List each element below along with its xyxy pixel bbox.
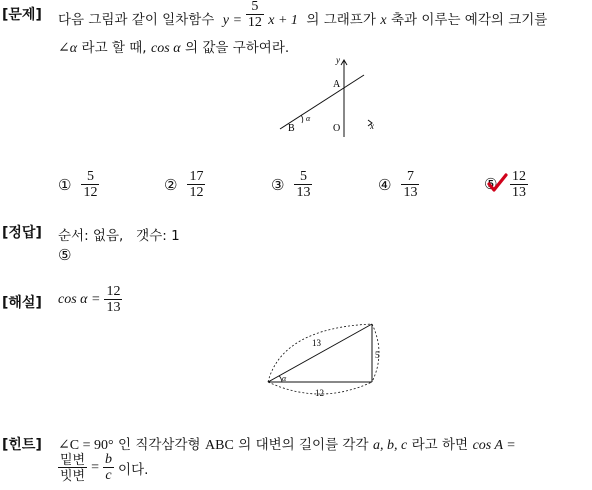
hint-text-d: 의 대변의 길이를 각각 [238, 437, 369, 453]
graph-point-a: A [333, 79, 341, 90]
choice-4-fraction [401, 169, 419, 200]
hint-angle: ∠C = 90° [58, 438, 114, 453]
choice-5-fraction [510, 169, 528, 200]
hint-frac1-den: 빗변 [60, 468, 86, 483]
hint-tag: [힌트] [2, 437, 42, 453]
choice-3-num: 5 [299, 169, 307, 184]
explanation-triangle [262, 318, 387, 403]
choice-5-mark: ⑤ [484, 174, 498, 193]
hint-vars: a, b, c [372, 438, 408, 453]
check-mark-icon [486, 172, 508, 194]
choice-5[interactable] [484, 169, 528, 200]
explanation-lhs: cos α = [58, 291, 101, 307]
hint-fraction-1 [58, 452, 87, 483]
problem-text-e: 의 값을 구하여라. [185, 40, 290, 56]
choice-4-mark: ④ [378, 175, 392, 194]
choice-5-num: 12 [512, 169, 526, 184]
hint-line-2 [58, 452, 148, 483]
choice-1-den: 12 [83, 185, 98, 200]
choice-3-den: 13 [296, 185, 311, 200]
choice-2-mark: ② [164, 175, 178, 194]
choice-1-mark: ① [58, 175, 72, 194]
eq-fraction-den: 12 [247, 14, 262, 30]
graph-line [280, 75, 364, 129]
eq-y: y [222, 13, 229, 28]
problem-text-d: 라고 할 때, [81, 40, 147, 56]
hint-frac2-den: c [105, 468, 112, 483]
graph-x-label: x [370, 121, 374, 131]
choice-1-num: 5 [86, 169, 94, 184]
problem-graph [270, 55, 390, 140]
choice-4-num: 7 [406, 169, 414, 184]
problem-line-1 [58, 0, 548, 30]
problem-line-2 [58, 36, 289, 57]
hint-text-b: 인 직각삼각형 [118, 437, 201, 453]
hint-fraction-2 [103, 452, 114, 483]
choice-2-num: 17 [189, 169, 204, 184]
choice-2-fraction [187, 169, 205, 200]
choice-2[interactable] [164, 169, 205, 200]
explanation-num: 12 [106, 284, 121, 299]
choice-1-fraction [81, 169, 99, 200]
choice-3-fraction [294, 169, 312, 200]
explanation-tag: [해설] [2, 295, 42, 311]
eq-fraction [246, 0, 264, 30]
hint-text-g: 이다. [118, 461, 149, 478]
answer-text: 순서: 없음, 갯수: 1 [58, 228, 180, 244]
choice-5-den: 13 [512, 185, 526, 200]
graph-point-o: O [333, 123, 341, 134]
eq-equals: = [233, 13, 242, 28]
hint-frac1-num: 밑변 [60, 452, 86, 467]
choice-4[interactable] [378, 169, 419, 200]
problem-cos: cos α [151, 41, 181, 56]
hint-text-e: 라고 하면 [411, 437, 469, 453]
explanation-fraction [104, 284, 122, 315]
problem-angle: ∠α [58, 41, 78, 56]
hint-line-1 [58, 433, 516, 454]
choice-3-mark: ③ [271, 175, 285, 194]
answer-value: ⑤ [58, 246, 72, 264]
choice-2-den: 12 [189, 185, 204, 200]
choice-4-den: 13 [403, 185, 418, 200]
hint-abc: ABC [205, 438, 234, 453]
triangle-alpha: α [282, 374, 287, 383]
angle-arc [301, 115, 303, 123]
choice-1[interactable] [58, 169, 99, 200]
explanation-formula [58, 284, 122, 315]
problem-text-a: 다음 그림과 같이 일차함수 [58, 12, 215, 28]
graph-y-label: y [336, 55, 340, 65]
graph-point-b: B [288, 123, 295, 134]
triangle-hyp-label: 13 [312, 338, 321, 348]
problem-x: x [380, 13, 387, 28]
choice-3[interactable] [271, 169, 312, 200]
problem-tag: [문제] [2, 7, 42, 23]
answer-tag: [정답] [2, 225, 42, 241]
triangle-opp-label: 5 [375, 350, 380, 360]
hint-cosA: cos A = [472, 438, 516, 453]
eq-rest: x + 1 [268, 13, 298, 28]
explanation-den: 13 [106, 300, 121, 315]
hint-frac2-num: b [105, 452, 113, 467]
problem-text-c: 축과 이루는 예각의 크기를 [391, 12, 548, 28]
choice-5-mark-wrap [484, 175, 506, 195]
eq-fraction-num: 5 [251, 0, 259, 14]
problem-text-b: 의 그래프가 [306, 12, 376, 28]
hint-equals: = [91, 459, 100, 475]
triangle-adj-label: 12 [315, 388, 324, 398]
graph-alpha: α [306, 114, 311, 123]
